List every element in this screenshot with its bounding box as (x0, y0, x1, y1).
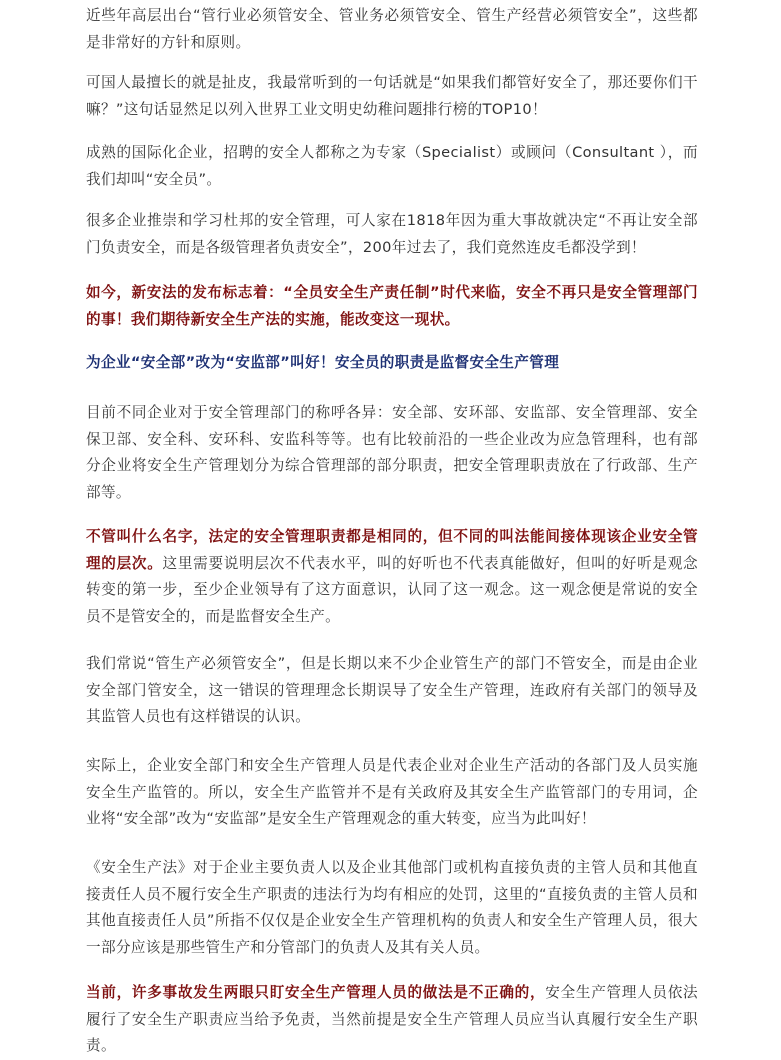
section-heading (86, 350, 698, 377)
paragraph-8 (86, 524, 698, 630)
paragraph-8-text: 这里需要说明层次不代表水平，叫的好听也不代表真能做好，但叫的好听是观念转变的第一步，至少企业领导有了这方面意识，认同了这一观念。这一观念便是常说的安全员不是管安全的，而是监督安全生产。 (86, 554, 698, 625)
paragraph-5-text: 如今，新安法的发布标志着：“全员安全生产责任制”时代来临，安全不再只是安全管理部门的事！我们期待新安全生产法的实施，能改变这一现状。 (86, 284, 698, 328)
paragraph-2-text: 可国人最擅长的就是扯皮，我最常听到的一句话就是“如果我们都管好安全了，那还要你们干嘛？”这句话显然足以列入世界工业文明史幼稚问题排行榜的TOP10！ (86, 74, 698, 118)
paragraph-1-text: 近些年高层出台“管行业必须管安全、管业务必须管安全、管生产经营必须管安全”，这些都是非常好的方针和原则。 (86, 7, 698, 51)
paragraph-11 (86, 855, 698, 961)
paragraph-11-text: 《安全生产法》对于企业主要负责人以及企业其他部门或机构直接负责的主管人员和其他直接责任人员不履行安全生产职责的违法行为均有相应的处罚，这里的“直接负责的主管人员和其他直接责任人员”所指不仅仅是企业安全生产管理机构的负责人和安全生产管理人员，很大一部分应该是那些管生产和分管部门的负责人及其有关人员。 (86, 859, 698, 956)
paragraph-3 (86, 140, 698, 193)
paragraph-3-text: 成熟的国际化企业，招聘的安全人都称之为专家（Specialist）或顾问（Consultant ），而我们却叫“安全员”。 (86, 144, 698, 188)
paragraph-8-emphasis: 不管叫什么名字，法定的安全管理职责都是相同的，但不同的叫法能间接体现该企业安全管理的层次。 (86, 528, 698, 572)
paragraph-9 (86, 651, 698, 731)
paragraph-10-text: 实际上，企业安全部门和安全生产管理人员是代表企业对企业生产活动的各部门及人员实施安全生产监管的。所以，安全生产监管并不是有关政府及其安全生产监管部门的专用词，企业将“安全部”改为“安监部”是安全生产管理观念的重大转变，应当为此叫好！ (86, 757, 698, 827)
paragraph-9-text: 我们常说“管生产必须管安全”，但是长期以来不少企业管生产的部门不管安全，而是由企业安全部门管安全，这一错误的管理理念长期误导了安全生产管理，连政府有关部门的领导及其监管人员也有这样错误的认识。 (86, 655, 698, 725)
paragraph-7-text: 目前不同企业对于安全管理部门的称呼各异：安全部、安环部、安监部、安全管理部、安全保卫部、安全科、安环科、安监科等等。也有比较前沿的一些企业改为应急管理科，也有部分企业将安全生产管理划分为综合管理部的部分职责，把安全管理职责放在了行政部、生产部等。 (86, 404, 698, 501)
paragraph-10 (86, 753, 698, 833)
paragraph-2 (86, 70, 698, 123)
paragraph-12-emphasis: 当前，许多事故发生两眼只盯安全生产管理人员的做法是不正确的， (86, 984, 546, 1001)
paragraph-7 (86, 400, 698, 506)
paragraph-12 (86, 980, 698, 1060)
paragraph-12-text: 安全生产管理人员依法履行了安全生产职责应当给予免责，当然前提是安全生产管理人员应当认真履行安全生产职责。 (86, 984, 698, 1054)
paragraph-1 (86, 3, 698, 56)
section-heading-text: 为企业“安全部”改为“安监部”叫好！安全员的职责是监督安全生产管理 (86, 354, 560, 371)
paragraph-4 (86, 208, 698, 261)
paragraph-4-text: 很多企业推崇和学习杜邦的安全管理，可人家在1818年因为重大事故就决定“不再让安全部门负责安全，而是各级管理者负责安全”，200年过去了，我们竟然连皮毛都没学到！ (86, 212, 698, 256)
highlight-paragraph-new-safety-law (86, 280, 698, 333)
